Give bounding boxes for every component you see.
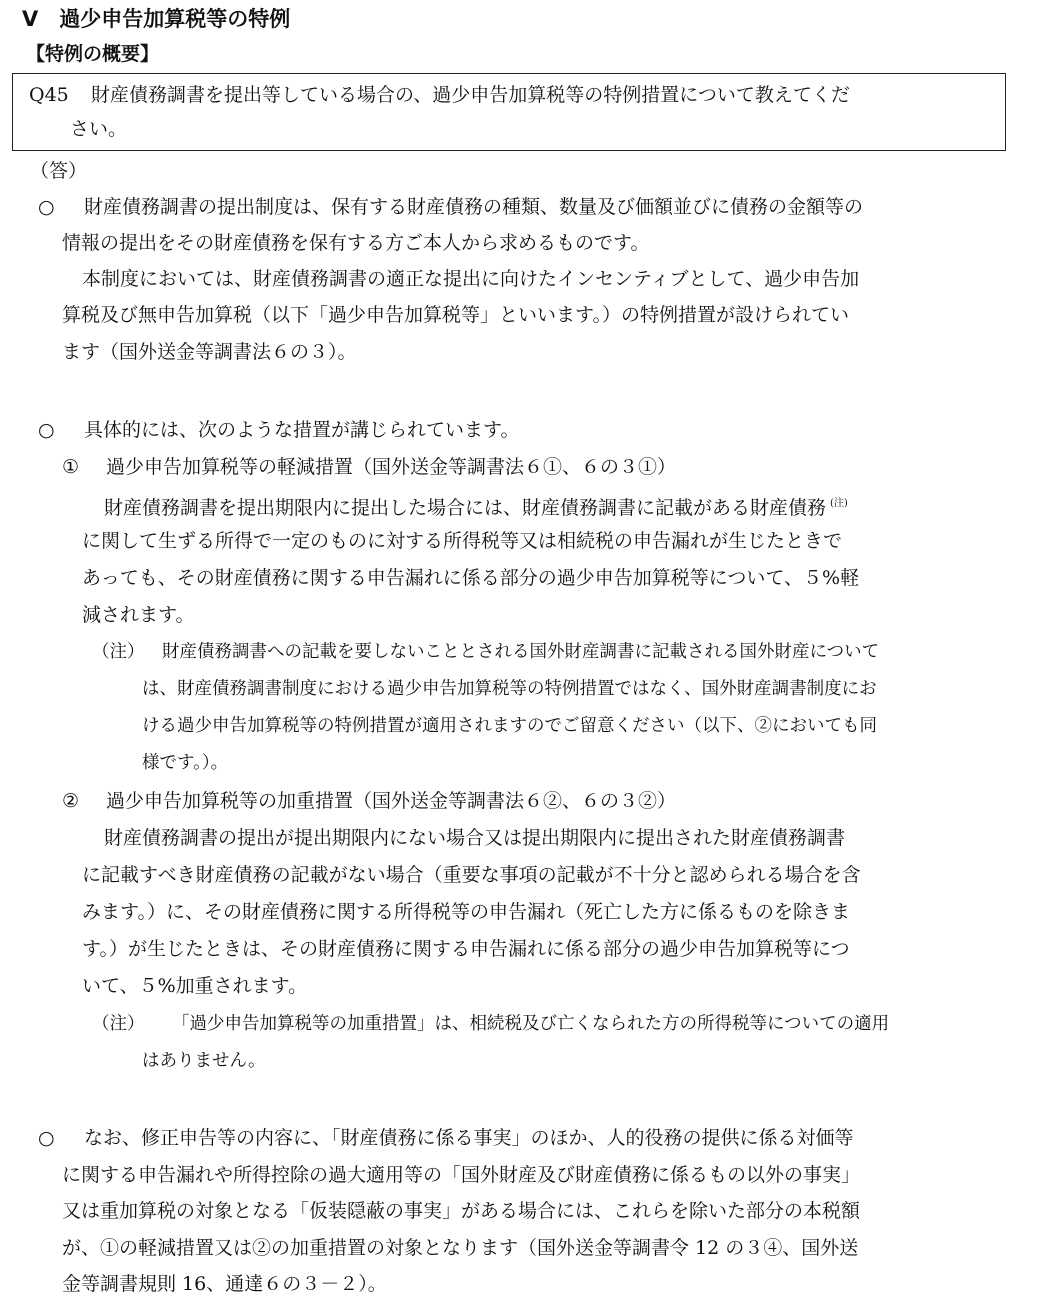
section2-intro: 具体的には、次のような措置が講じられています。	[84, 419, 520, 441]
footnote-mark: (注)	[830, 498, 848, 509]
answer-label: （答）	[30, 160, 88, 182]
section1-line: 財産債務調書の提出制度は、保有する財産債務の種類、数量及び価額並びに債務の金額等の	[84, 196, 864, 218]
item2-line: いて、５%加重されます。	[82, 975, 308, 997]
item1-line: 減されます。	[82, 604, 195, 626]
item1-note-line: ける過少申告加算税等の特例措置が適用されますのでご留意ください（以下、②においても同	[142, 716, 877, 736]
question-label: Q45	[29, 84, 69, 106]
item2-number: ②	[62, 790, 80, 812]
page-title: Ⅴ 過少申告加算税等の特例	[22, 7, 291, 31]
item1-note-line: 財産債務調書への記載を要しないこととされる国外財産調書に記載される国外財産について	[162, 642, 880, 662]
item1-line: 財産債務調書を提出期限内に提出した場合には、財産債務調書に記載がある財産債務 $^{(注)}$	[104, 497, 848, 519]
section1-line: 本制度においては、財産債務調書の適正な提出に向けたインセンティブとして、過少申告加	[82, 268, 860, 290]
item1-note-line: は、財産債務調書制度における過少申告加算税等の特例措置ではなく、国外財産調書制度にお	[142, 679, 877, 699]
item1-note-line: 様です。）。	[142, 753, 229, 773]
item2-note-line: はありません。	[142, 1051, 266, 1071]
question-line-2: さい。	[70, 118, 128, 140]
question-box	[12, 73, 1006, 151]
item2-line: に記載すべき財産債務の記載がない場合（重要な事項の記載が不十分と認められる場合を含	[82, 864, 861, 886]
item2-note-line: 「過少申告加算税等の加重措置」は、相続税及び亡くなられた方の所得税等についての適用	[172, 1014, 890, 1034]
section1-line: 情報の提出をその財産債務を保有する方ご本人から求めるものです。	[62, 232, 650, 254]
item2-line: みます。）に、その財産債務に関する所得税等の申告漏れ（死亡した方に係るものを除きま	[82, 901, 850, 923]
item2-title: 過少申告加算税等の加重措置（国外送金等調書法６②、６の３②）	[106, 790, 677, 812]
section-subheading: 【特例の概要】	[26, 43, 160, 65]
item1-line: あっても、その財産債務に関する申告漏れに係る部分の過少申告加算税等について、５%軽	[82, 567, 860, 589]
section1-line: 算税及び無申告加算税（以下「過少申告加算税等」といいます。）の特例措置が設けられてい	[62, 304, 849, 326]
section3-line: 金等調書規則 16、通達６の３－２）。	[62, 1273, 387, 1295]
item1-note-label: （注）	[92, 642, 145, 662]
bullet-symbol: ○	[38, 1127, 55, 1149]
item2-note-label: （注）	[92, 1014, 145, 1034]
section3-line: に関する申告漏れや所得控除の過大適用等の「国外財産及び財産債務に係るもの以外の事実」	[62, 1164, 861, 1186]
item1-line: に関して生ずる所得で一定のものに対する所得税等又は相続税の申告漏れが生じたときで	[82, 530, 843, 552]
bullet-symbol: ○	[38, 196, 55, 218]
item2-line: 財産債務調書の提出が提出期限内にない場合又は提出期限内に提出された財産債務調書	[104, 827, 846, 849]
bullet-symbol: ○	[38, 419, 55, 441]
question-line-1: 財産債務調書を提出等している場合の、過少申告加算税等の特例措置について教えてくだ	[91, 84, 850, 106]
section1-line: ます（国外送金等調書法６の３）。	[62, 341, 357, 363]
item1-number: ①	[62, 456, 80, 478]
section3-line: が、①の軽減措置又は②の加重措置の対象となります（国外送金等調書令 12 の３④、国外送	[62, 1237, 859, 1259]
section3-line: 又は重加算税の対象となる「仮装隠蔽の事実」がある場合には、これらを除いた部分の本税額	[62, 1200, 861, 1222]
item1-title: 過少申告加算税等の軽減措置（国外送金等調書法６①、６の３①）	[106, 456, 677, 478]
section3-line: なお、修正申告等の内容に、「財産債務に係る事実」のほか、人的役務の提供に係る対価等	[84, 1127, 854, 1149]
item2-line: す。）が生じたときは、その財産債務に関する申告漏れに係る部分の過少申告加算税等につ	[82, 938, 850, 960]
